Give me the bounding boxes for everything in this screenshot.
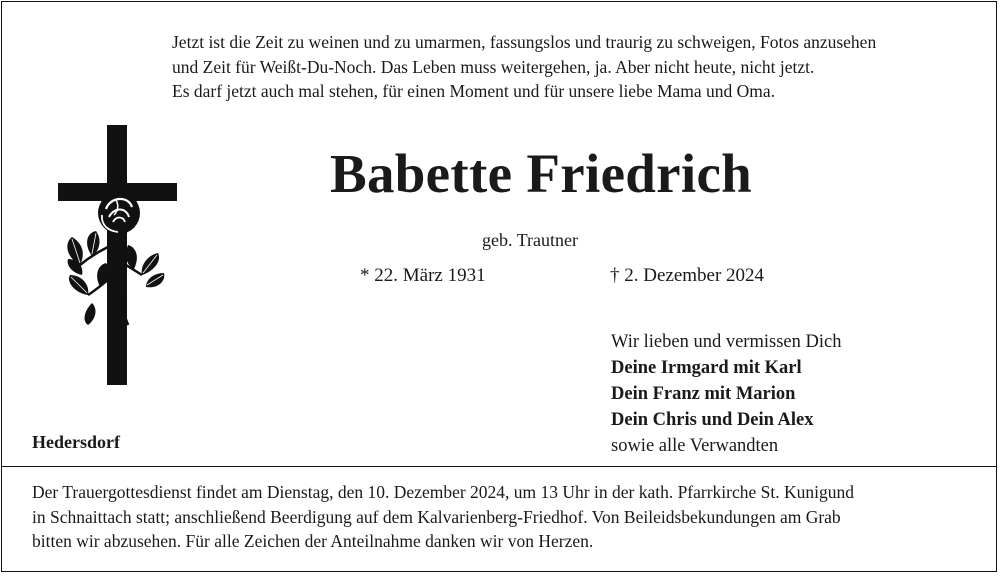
cross-with-rose-icon: [56, 125, 181, 390]
mourners-list: [611, 329, 841, 459]
birth-date: * 22. März 1931: [360, 265, 486, 286]
divider: [2, 466, 996, 467]
deceased-name: Babette Friedrich: [330, 143, 753, 204]
mourners-outro: sowie alle Verwandten: [611, 436, 779, 456]
death-date: † 2. Dezember 2024: [610, 265, 765, 286]
place-name: Hedersdorf: [32, 432, 120, 452]
service-info: [32, 480, 982, 554]
service-line: Der Trauergottesdienst findet am Dienstag, den 10. Dezember 2024, um 13 Uhr in der kath. Pfarrkirche St. Kunigund: [32, 482, 855, 502]
poem-line: Jetzt ist die Zeit zu weinen und zu umarmen, fassungslos und traurig zu schweigen, Fotos anzusehen: [172, 32, 877, 52]
service-line: bitten wir abzusehen. Für alle Zeichen der Anteilnahme danken wir von Herzen.: [32, 531, 594, 551]
mourner-name: Dein Chris und Dein Alex: [611, 410, 814, 430]
obituary-notice: [1, 1, 997, 572]
mourners-intro: Wir lieben und vermissen Dich: [611, 332, 842, 352]
poem-line: und Zeit für Weißt-Du-Noch. Das Leben muss weitergehen, ja. Aber nicht heute, nicht jetzt.: [172, 56, 815, 77]
mourner-name: Dein Franz mit Marion: [611, 384, 796, 404]
service-line: in Schnaittach statt; anschließend Beerdigung auf dem Kalvarienberg-Friedhof. Von Beileidsbekundungen am Grab: [32, 506, 841, 527]
mourner-name: Deine Irmgard mit Karl: [611, 358, 802, 378]
poem-line: Es darf jetzt auch mal stehen, für einen Moment und für unsere liebe Mama und Oma.: [172, 81, 776, 101]
maiden-name: geb. Trautner: [482, 230, 578, 250]
poem-text: [172, 30, 972, 104]
